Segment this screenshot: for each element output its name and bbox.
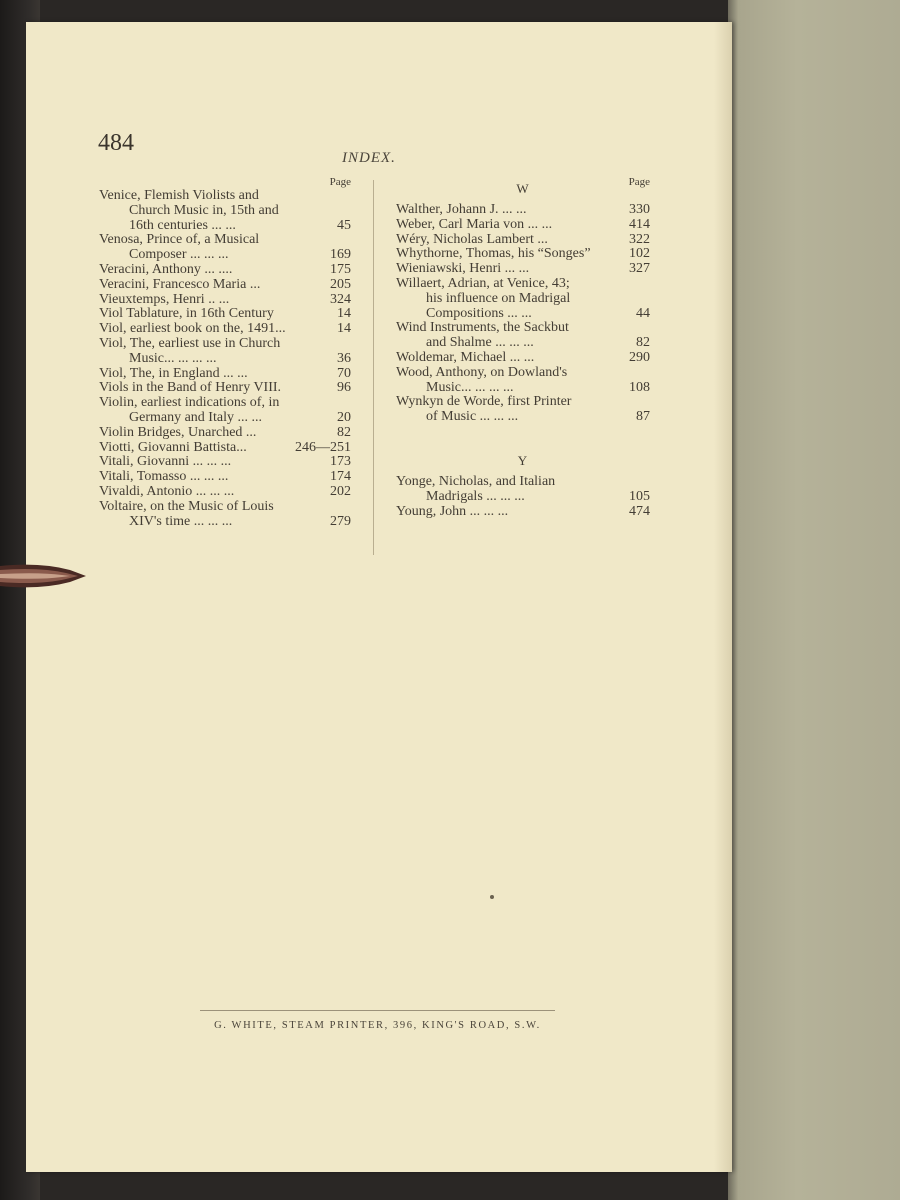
entry-page-number: 174 — [330, 469, 351, 485]
index-entry — [396, 203, 650, 218]
entry-text: of Music ... ... ... — [426, 409, 519, 425]
page-column-label: Page — [628, 176, 650, 188]
entry-text: Woldemar, Michael ... ... — [396, 349, 535, 365]
entry-text: Vivaldi, Antonio ... ... ... — [99, 483, 235, 499]
index-column-right — [396, 175, 650, 519]
index-entry — [99, 322, 351, 337]
index-entry-line — [396, 292, 650, 307]
entry-text: Germany and Italy ... ... — [129, 409, 262, 425]
entry-page-number: 169 — [330, 247, 351, 263]
index-entry — [99, 367, 351, 382]
index-entry — [99, 233, 351, 263]
entry-text: Veracini, Francesco Maria ... — [99, 276, 261, 292]
entry-text: Viol, The, in England ... ... — [99, 365, 248, 381]
entry-page-number: 330 — [629, 202, 650, 217]
index-entry — [396, 233, 650, 248]
index-entry — [396, 247, 650, 262]
entry-page-number: 414 — [629, 216, 650, 232]
index-entry-line — [396, 336, 650, 351]
entry-page-number: 82 — [636, 335, 650, 351]
entry-page-number: 105 — [629, 488, 650, 504]
index-entry-line — [99, 307, 351, 322]
footer-rule — [200, 1010, 555, 1011]
entry-text: Yonge, Nicholas, and Italian — [396, 473, 556, 489]
index-entry-line — [99, 381, 351, 396]
entry-page-number: 175 — [330, 261, 351, 277]
index-entry-line — [396, 505, 650, 520]
entry-page-number: 324 — [330, 291, 351, 307]
entry-page-number: 45 — [337, 217, 351, 233]
printer-imprint: G. WHITE, STEAM PRINTER, 396, KING'S ROAD, S.W. — [214, 1020, 541, 1031]
index-column-left — [99, 175, 351, 529]
entry-text: Willaert, Adrian, at Venice, 43; — [396, 275, 570, 291]
entry-page-number: 474 — [629, 503, 650, 519]
entry-page-number: 279 — [330, 513, 351, 529]
index-entry — [99, 500, 351, 530]
entry-text: Wieniawski, Henri ... ... — [396, 261, 530, 277]
index-entry — [99, 426, 351, 441]
entry-page-number: 290 — [629, 349, 650, 365]
index-entry-line — [99, 204, 351, 219]
entry-text: Compositions ... ... — [426, 305, 532, 321]
section-gap — [396, 425, 650, 447]
index-entry-line — [99, 233, 351, 248]
entry-page-number: 14 — [337, 321, 351, 337]
index-entry-line — [99, 219, 351, 234]
index-entry-line — [396, 233, 650, 248]
index-entry — [99, 441, 351, 456]
index-entry — [99, 381, 351, 396]
index-entry — [99, 337, 351, 367]
entry-text: Violin, earliest indications of, in — [99, 395, 280, 411]
entry-text: Viol, earliest book on the, 1491... — [99, 321, 286, 337]
entry-text: Violin Bridges, Unarched ... — [99, 424, 257, 440]
entry-text: Viol, The, earliest use in Church — [99, 335, 281, 351]
index-entry-line — [99, 322, 351, 337]
index-entry-line — [396, 277, 650, 292]
index-entry-line — [396, 351, 650, 366]
index-entry-line — [99, 411, 351, 426]
entry-text: Weber, Carl Maria von ... ... — [396, 216, 553, 232]
entry-text: Vieuxtemps, Henri .. ... — [99, 291, 230, 307]
index-entry — [396, 395, 650, 425]
index-entry-line — [99, 293, 351, 308]
entry-text: Viol Tablature, in 16th Century — [99, 306, 274, 322]
index-entry — [396, 262, 650, 277]
column-divider — [373, 180, 374, 555]
index-entry-line — [99, 515, 351, 530]
entry-page-number: 173 — [330, 454, 351, 470]
entry-page-number: 82 — [337, 424, 351, 440]
entry-page-number: 87 — [636, 409, 650, 425]
index-entry — [99, 455, 351, 470]
entry-text: Young, John ... ... ... — [396, 503, 509, 519]
entry-text: his influence on Madrigal — [426, 290, 571, 306]
entry-page-number: 70 — [337, 365, 351, 381]
index-entry-line — [99, 248, 351, 263]
entry-text: Vitali, Giovanni ... ... ... — [99, 454, 232, 470]
index-entry-line — [396, 262, 650, 277]
index-entry — [396, 505, 650, 520]
entry-page-number: 202 — [330, 483, 351, 499]
entry-text: Wynkyn de Worde, first Printer — [396, 394, 572, 410]
running-head: INDEX. — [342, 150, 396, 166]
entry-page-number: 44 — [636, 305, 650, 321]
index-entry-line — [396, 366, 650, 381]
entry-text: Church Music in, 15th and — [129, 202, 279, 218]
bookmark-ribbon — [0, 562, 88, 590]
section-letter-y: Y — [517, 452, 529, 468]
entry-text: Viotti, Giovanni Battista... — [99, 439, 247, 455]
section-letter-w: W — [516, 181, 530, 196]
index-entry — [396, 351, 650, 366]
index-entry-line — [99, 189, 351, 204]
paper-speck — [490, 895, 494, 899]
entry-page-number: 14 — [337, 306, 351, 322]
index-entry-line — [99, 367, 351, 382]
index-entries-v — [99, 189, 351, 529]
index-entry-line — [396, 490, 650, 505]
index-entry-line — [99, 485, 351, 500]
index-entries-y — [396, 475, 650, 519]
entry-text: Wind Instruments, the Sackbut — [396, 320, 569, 336]
entry-page-number: 327 — [629, 261, 650, 277]
index-entry — [99, 307, 351, 322]
index-entry-line — [396, 203, 650, 218]
page-number: 484 — [98, 130, 134, 156]
index-entry-line — [99, 352, 351, 367]
index-entry-line — [396, 395, 650, 410]
entry-text: Walther, Johann J. ... ... — [396, 202, 527, 217]
index-entry-line — [99, 426, 351, 441]
entry-text: Whythorne, Thomas, his “Songes” — [396, 246, 591, 262]
entry-text: Wood, Anthony, on Dowland's — [396, 364, 568, 380]
entry-text: Madrigals ... ... ... — [426, 488, 525, 504]
entry-text: and Shalme ... ... ... — [426, 335, 534, 351]
index-entry-line — [396, 321, 650, 336]
index-entry-line — [99, 455, 351, 470]
index-entry-line — [396, 247, 650, 262]
index-entry-line — [396, 381, 650, 396]
index-entry-line — [396, 218, 650, 233]
entry-page-number: 246—251 — [295, 439, 351, 455]
entry-text: XIV's time ... ... ... — [129, 513, 233, 529]
index-entry — [99, 189, 351, 233]
index-entry — [396, 366, 650, 396]
entry-text: Composer ... ... ... — [129, 247, 229, 263]
entry-text: Vitali, Tomasso ... ... ... — [99, 469, 229, 485]
index-entry — [396, 277, 650, 321]
entry-page-number: 205 — [330, 276, 351, 292]
entry-page-number: 322 — [629, 231, 650, 247]
entry-text: Veracini, Anthony ... .... — [99, 261, 233, 277]
index-entry-line — [99, 500, 351, 515]
entry-text: Music... ... ... ... — [129, 350, 217, 366]
entry-text: 16th centuries ... ... — [129, 217, 236, 233]
index-entry — [99, 278, 351, 293]
index-entry-line — [99, 278, 351, 293]
entry-page-number: 36 — [337, 350, 351, 366]
entry-page-number: 108 — [629, 379, 650, 395]
index-entry — [396, 321, 650, 351]
index-entry — [99, 293, 351, 308]
index-entry-line — [396, 410, 650, 425]
index-entry-line — [99, 337, 351, 352]
entry-text: Viols in the Band of Henry VIII. — [99, 380, 282, 396]
entry-text: Voltaire, on the Music of Louis — [99, 498, 274, 514]
index-entry — [99, 485, 351, 500]
entry-page-number: 96 — [337, 380, 351, 396]
index-entry — [99, 263, 351, 278]
index-entries-w — [396, 203, 650, 425]
entry-page-number: 102 — [629, 246, 650, 262]
book-cover-right — [728, 0, 900, 1200]
entry-text: Wéry, Nicholas Lambert ... — [396, 231, 548, 247]
entry-text: Music... ... ... ... — [426, 379, 514, 395]
entry-text: Venice, Flemish Violists and — [99, 188, 259, 203]
index-entry-line — [396, 475, 650, 490]
index-entry — [99, 396, 351, 426]
index-entry-line — [396, 307, 650, 322]
entry-text: Venosa, Prince of, a Musical — [99, 232, 260, 248]
index-entry — [396, 218, 650, 233]
entry-page-number: 20 — [337, 409, 351, 425]
index-entry-line — [99, 263, 351, 278]
page-column-label: Page — [329, 176, 351, 188]
index-entry — [99, 470, 351, 485]
index-entry — [396, 475, 650, 505]
index-entry-line — [99, 441, 351, 456]
index-entry-line — [99, 396, 351, 411]
index-entry-line — [99, 470, 351, 485]
